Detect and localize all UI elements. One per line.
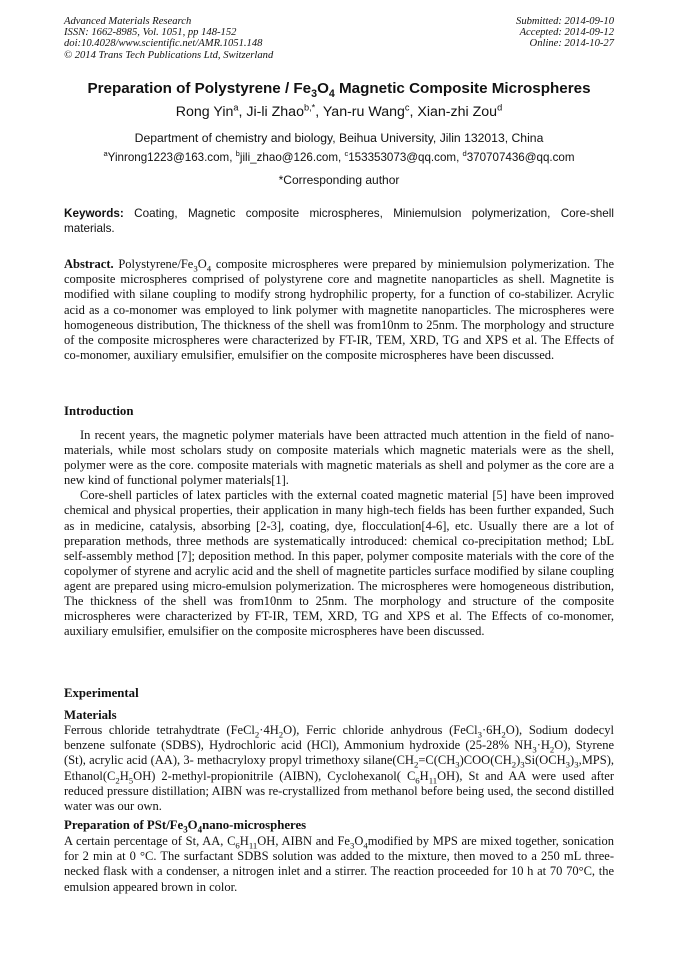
- author: Rong Yin$^a$,: [175, 102, 247, 120]
- accepted-date: Accepted: 2014-09-12: [519, 27, 614, 39]
- journal-copyright: © 2014 Trans Tech Publications Ltd, Switzerland: [64, 49, 274, 61]
- section-heading-introduction: Introduction: [64, 404, 134, 418]
- author: Xian-zhi Zou$^d$: [417, 102, 503, 120]
- author: Ji-li Zhao$^{b,*}$,: [246, 102, 323, 120]
- subsection-heading-materials: Materials: [64, 708, 117, 722]
- paragraph: Core-shell particles of latex particles with the external coated magnetic material [5] have been improved chemical and physical properties, their application in many high-tech fields has been further expanded, Such as in medicine, catalysis, absorbing [2-3], coating, dye, flocculation[4-6], etc. Usually there are a lot of preparation methods, three methods are systematically introduced: chemical co-precipitation method; LbL self-assembly method [7]; deposition method. In this paper, polymer composite materials with the core of the copolymer of styrene and acrylic acid and the shell of magnetite particles surface modified by silane coupling agent are prepared using micro-emulsion polymerization. The microspheres were homogeneous distribution, The thickness of the shell was from10nm to 25nm. The morphology and structure of the composite microspheres were characterized by FT-IR, TEM, XRD, TG and XPS et al. The Effects of co-monomer, auxiliary emulsifier, emulsifier on the composite microspheres have been discussed.: [64, 488, 614, 639]
- submitted-date: Submitted: 2014-09-10: [516, 16, 614, 27]
- dates-header: [516, 16, 614, 50]
- keywords-text: Coating, Magnetic composite microspheres, Miniemulsion polymerization, Core-shell materials.: [64, 207, 614, 235]
- materials-body: [64, 723, 614, 814]
- section-heading-experimental: Experimental: [64, 686, 139, 700]
- abstract: Abstract. Polystyrene/$Fe_3O_4$ composite microspheres were prepared by miniemulsion polymerization. The composite microspheres comprised of polystyrene core and magnetite nanoparticles as shell. Magnetite is modified with silane coupling to modify strong hydrophilic property, for a function of co-stabilizer. Acrylic acid as a co-monomer was employed to link polymer with magnetite nanoparticles. The microspheres were homogeneous distribution, The thickness of the shell was from10nm to 25nm. The morphology and structure of the composite microspheres were characterized by FT-IR, TEM, XRD, TG and XPS et al. The Effects of co-monomer, auxiliary emulsifier, emulsifier on the composite microspheres have been discussed.: [64, 257, 614, 363]
- journal-issn: ISSN: 1662-8985, Vol. 1051, pp 148-152: [64, 27, 237, 39]
- preparation-body: [64, 834, 614, 895]
- author-list: [40, 104, 638, 120]
- paragraph: In recent years, the magnetic polymer materials have been attracted much attention in the field of nano-materials, while most scholars study on composite materials which magnetic materials were as the shell, polymer were as the core. composite materials with magnetic materials as shell and polymer as the core are a new kind of functional polymer materials[1].: [64, 428, 614, 488]
- keywords: [64, 207, 614, 236]
- email-link[interactable]: $^d$370707436@qq.com: [462, 149, 575, 164]
- paragraph: A certain percentage of St, AA, $C_6H_{11}OH$, AIBN and $Fe_3O_4modified$ by MPS are mixed together, sonication for 2 min at 0 °C. The surfactant SDBS solution was added to the mixture, then moved to a 250 mL three-necked flask with a condenser, a nitrogen inlet and a stirrer. The reaction proceeded for 10 h at 70 70°C, the emulsion appeared brown in color.: [64, 834, 615, 894]
- journal-doi: doi:10.4028/www.scientific.net/AMR.1051.148: [64, 38, 263, 50]
- corresponding-author-note: *Corresponding author: [278, 173, 400, 187]
- subsection-heading-preparation: Preparation of PSt/$Fe_3O_4nano$-microspheres: [64, 818, 307, 835]
- email-link[interactable]: $^a$Yinrong1223@163.com: [103, 149, 230, 164]
- keywords-label: Keywords:: [64, 207, 124, 220]
- paper-title: Preparation of Polystyrene / $Fe_3O_4$ Magnetic Composite Microspheres: [87, 80, 591, 101]
- email-list: $^a$Yinrong1223@163.com, $^b$jili_zhao@126.com, $^c$153353073@qq.com, $^d$370707436@qq.com: [103, 149, 575, 164]
- journal-name: Advanced Materials Research: [64, 16, 192, 27]
- author: Yan-ru Wang$^c$,: [322, 102, 418, 120]
- online-date: Online: 2014-10-27: [529, 38, 614, 50]
- email-link[interactable]: $^c$153353073@qq.com: [344, 149, 457, 164]
- affiliation: Department of chemistry and biology, Beihua University, Jilin 132013, China: [134, 131, 544, 145]
- email-link[interactable]: $^b$jili_zhao@126.com: [235, 149, 339, 164]
- introduction-body: [64, 428, 614, 639]
- paragraph: Ferrous chloride tetrahydtrate $(FeCl_2\cdot 4H_2O)$, Ferric chloride anhydrous $(FeCl_3\cdot 6H_2O)$, Sodium dodecyl benzene sulfonate (SDBS), Hydrochloric acid (HCl), Ammonium hydroxide (25-28% $NH_3\cdot H_2O$), Styrene (St), acrylic acid (AA), 3- methacryloxy propyl trimethoxy $silane(CH_2=C(CH_3)COO(CH_2)_3Si(OCH_3)_3,MPS)$, $Ethanol(C_2H_5OH)$ 2-methyl-propionitrile (AIBN), Cyclohexanol( $C_6H_{11}OH$), St and AA were used after reduced pressure distillation; AIBN was re-crystallized from methanol before being used, the second distilled water was our own.: [64, 723, 615, 814]
- abstract-label: Abstract.: [64, 257, 114, 271]
- journal-header: [64, 16, 273, 61]
